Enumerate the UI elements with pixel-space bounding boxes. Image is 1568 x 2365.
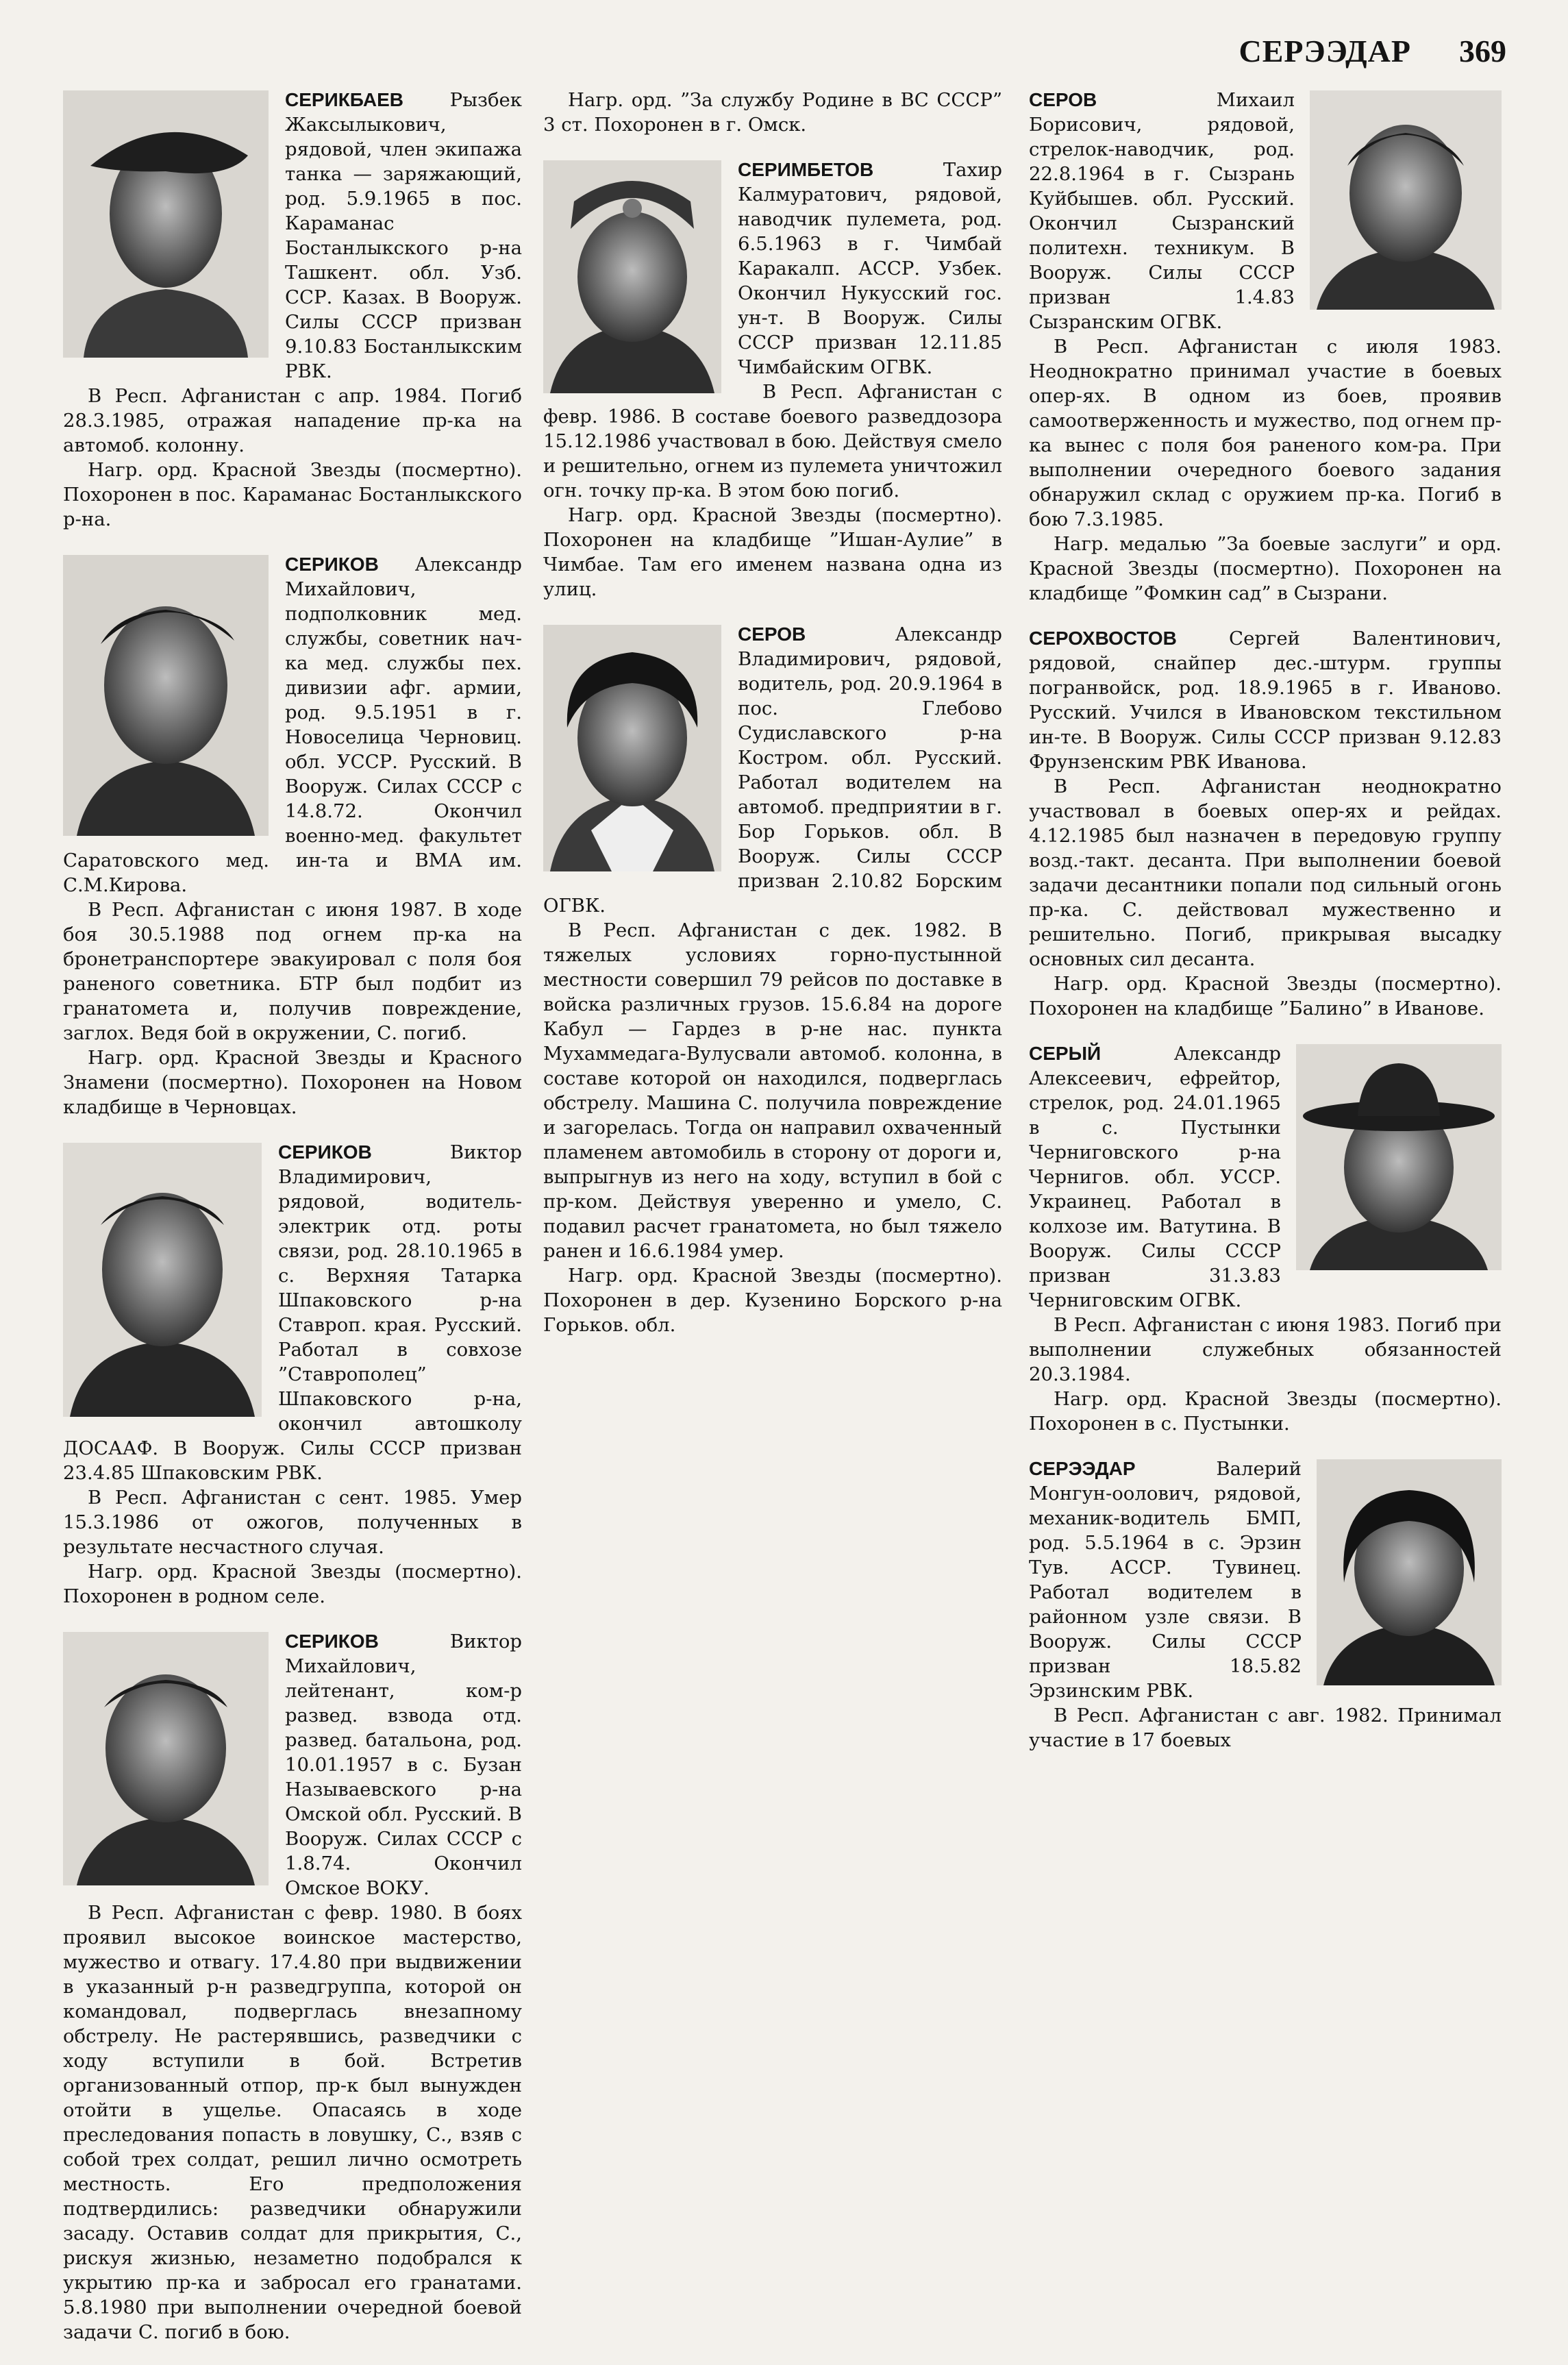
portrait-photo bbox=[63, 1632, 269, 1885]
portrait-photo bbox=[1317, 1459, 1502, 1685]
column-2 bbox=[543, 88, 1002, 1358]
portrait-photo bbox=[63, 1143, 262, 1417]
biography-entry: СЕРОВ Александр Владимирович, рядовой, водитель, род. 20.9.1964 в пос. Глебово Судиславского р-на Костром. обл. Русский. Работал водителем на автомоб. предприятии в г. Бор Горьков. обл. В Вооруж. Силы СССР призван 2.10.82 Борским ОГВК. В Респ. Афганистан с дек. 1982. В тяжелых условиях горно-пустынной местности совершил 79 рейсов по доставке в войска различных грузов. 15.6.84 на дороге Кабул — Гардез в р-не нас. пункта Мухаммедага-Вулусвали автомоб. колонна, в составе которой он находился, подверглась обстрелу. Машина С. получила повреждение и загорелась. Тогда он направил охваченный пламенем автомобиль в сторону от дороги и, выпрыгнув из него на ходу, вступил в бой с пр-ком. Действуя уверенно и умело, С. подавил расчет гранатомета, но был тяжело ранен и 16.6.1984 умер. Нагр. орд. Красной Звезды (посмертно). Похоронен в дер. Кузенино Борского р-на Горьков. обл. bbox=[543, 623, 1002, 1336]
biography-entry: СЕРЫЙ Александр Алексеевич, ефрейтор, стрелок, род. 24.01.1965 в с. Пустынки Черниговского р-на Чернигов. обл. УССР. Украинец. Работал в колхозе им. Ватутина. В Вооруж. Силы СССР призван 31.3.83 Черниговским ОГВК. В Респ. Афганистан с июня 1983. Погиб при выполнении служебных обязанностей 20.3.1984. Нагр. орд. Красной Звезды (посмертно). Похоронен в с. Пустынки. bbox=[1029, 1043, 1502, 1435]
column-3 bbox=[1029, 88, 1502, 1773]
page-number: 369 bbox=[1459, 34, 1506, 69]
portrait-photo bbox=[63, 555, 269, 836]
portrait-photo bbox=[1310, 90, 1502, 310]
column-1 bbox=[63, 88, 522, 2365]
biography-entry: СЕРИМБЕТОВ Тахир Калмуратович, рядовой, наводчик пулемета, род. 6.5.1963 в г. Чимбай Каракалп. АССР. Узбек. Окончил Нукусский гос. ун-т. В Вооруж. Силы СССР призван 12.11.85 Чимбайским ОГВК. В Респ. Афганистан с февр. 1986. В составе боевого разведдозора 15.12.1986 участвовал в бою. Действуя смело и решительно, огнем из пулемета уничтожил огн. точку пр-ка. В этом бою погиб. Нагр. орд. Красной Звезды (посмертно). Похоронен на кладбище ”Ишан-Аулие” в Чимбае. Там его именем названа одна из улиц. bbox=[543, 159, 1002, 600]
biography-entry-continued: Нагр. орд. ”За службу Родине в ВС СССР” 3 ст. Похоронен в г. Омск. bbox=[543, 89, 1002, 136]
biography-entry: СЕРЭЭДАР Валерий Монгун-оолович, рядовой, механик-водитель БМП, род. 5.5.1964 в с. Эрзин Тув. АССР. Тувинец. Работал водителем в районном узле связи. В Вооруж. Силы СССР призван 18.5.82 Эрзинским РВК. В Респ. Афганистан с авг. 1982. Принимал участие в 17 боевых bbox=[1029, 1458, 1502, 1751]
biography-entry: СЕРОВ Михаил Борисович, рядовой, стрелок-наводчик, род. 22.8.1964 в г. Сызрань Куйбышев. обл. Русский. Окончил Сызранский политехн. техникум. В Вооруж. Силы СССР призван 1.4.83 Сызранским ОГВК. В Респ. Афганистан с июля 1983. Неоднократно принимал участие в боевых опер-ях. В одном из боев, проявив самоотверженность и мужество, под огнем пр-ка вынес с поля боя раненого ком-ра. При выполнении очередного боевого задания обнаружил склад с оружием пр-ка. Погиб в бою 7.3.1985. Нагр. медалью ”За боевые заслуги” и орд. Красной Звезды (посмертно). Похоронен на кладбище ”Фомкин сад” в Сызрани. bbox=[1029, 89, 1502, 604]
biography-entry: СЕРИКБАЕВ Рызбек Жаксылыкович, рядовой, член экипажа танка — заряжающий, род. 5.9.1965 в пос. Караманас Бостанлыкского р-на Ташкент. обл. Узб. ССР. Казах. В Вооруж. Силы СССР призван 9.10.83 Бостанлыкским РВК. В Респ. Афганистан с апр. 1984. Погиб 28.3.1985, отражая нападение пр-ка на автомоб. колонну. Нагр. орд. Красной Звезды (посмертно). Похоронен в пос. Караманас Бостанлыкского р-на. bbox=[63, 89, 522, 530]
biography-entry: СЕРОХВОСТОВ Сергей Валентинович, рядовой, снайпер дес.-штурм. группы погранвойск, род. 18.9.1965 в г. Иваново. Русский. Учился в Ивановском текстильном ин-те. В Вооруж. Силы СССР призван 9.12.83 Фрунзенским РВК Иванова. В Респ. Афганистан неоднократно участвовал в боевых опер-ях и рейдах. 4.12.1985 был назначен в передовую группу возд.-такт. десанта. При выполнении боевой задачи десантники попали под сильный огонь пр-ка. С. действовал мужественно и решительно. Погиб, прикрывая высадку основных сил десанта. Нагр. орд. Красной Звезды (посмертно). Похоронен на кладбище ”Балино” в Иванове. bbox=[1029, 628, 1502, 1019]
page-header bbox=[1239, 33, 1507, 69]
portrait-photo bbox=[1296, 1044, 1502, 1270]
portrait-photo bbox=[543, 625, 721, 871]
biography-entry: СЕРИКОВ Виктор Михайлович, лейтенант, ком-р развед. взвода отд. развед. батальона, род. 10.01.1957 в с. Бузан Называевского р-на Омской обл. Русский. В Вооруж. Силах СССР с 1.8.74. Окончил Омское ВОКУ. В Респ. Афганистан с февр. 1980. В боях проявил высокое воинское мастерство, мужество и отвагу. 17.4.80 при выдвижении в указанный р-н разведгруппа, которой он командовал, подверглась внезапному обстрелу. Не растерявшись, разведчики с ходу вступили в бой. Встретив организованный отпор, пр-к был вынужден отойти в ущелье. Опасаясь в ходе преследования попасть в ловушку, С., взяв с собой трех солдат, решил лично осмотреть местность. Его предположения подтвердились: разведчики обнаружили засаду. Оставив солдат для прикрытия, С., рискуя жизнью, незаметно подобрался к укрытию пр-ка и забросал его гранатами. 5.8.1980 при выполнении очередной боевой задачи С. погиб в бою. bbox=[63, 1631, 522, 2343]
portrait-photo bbox=[543, 160, 721, 393]
running-title: СЕРЭЭДАР bbox=[1239, 34, 1411, 69]
biography-entry: СЕРИКОВ Виктор Владимирович, рядовой, водитель-электрик отд. роты связи, род. 28.10.1965 в с. Верхняя Татарка Шпаковского р-на Ставроп. края. Русский. Работал в совхозе ”Ставрополец” Шпаковского р-на, окончил автошколу ДОСААФ. В Вооруж. Силы СССР призван 23.4.85 Шпаковским РВК. В Респ. Афганистан с сент. 1985. Умер 15.3.1986 от ожогов, полученных в результате несчастного случая. Нагр. орд. Красной Звезды (посмертно). Похоронен в родном селе. bbox=[63, 1141, 522, 1607]
biography-entry: СЕРИКОВ Александр Михайлович, подполковник мед. службы, советник нач-ка мед. службы пех. дивизии афг. армии, род. 9.5.1951 в г. Новоселица Черновиц. обл. УССР. Русский. В Вооруж. Силах СССР с 14.8.72. Окончил военно-мед. факультет Саратовского мед. ин-та и ВМА им. С.М.Кирова. В Респ. Афганистан с июня 1987. В ходе боя 30.5.1988 под огнем пр-ка на бронетранспортере эвакуировал с поля боя раненого советника. БТР был подбит из гранатомета и, получив повреждение, заглох. Ведя бой в окружении, С. погиб. Нагр. орд. Красной Звезды и Красного Знамени (посмертно). Похоронен на Новом кладбище в Черновцах. bbox=[63, 554, 522, 1118]
portrait-photo bbox=[63, 90, 269, 358]
